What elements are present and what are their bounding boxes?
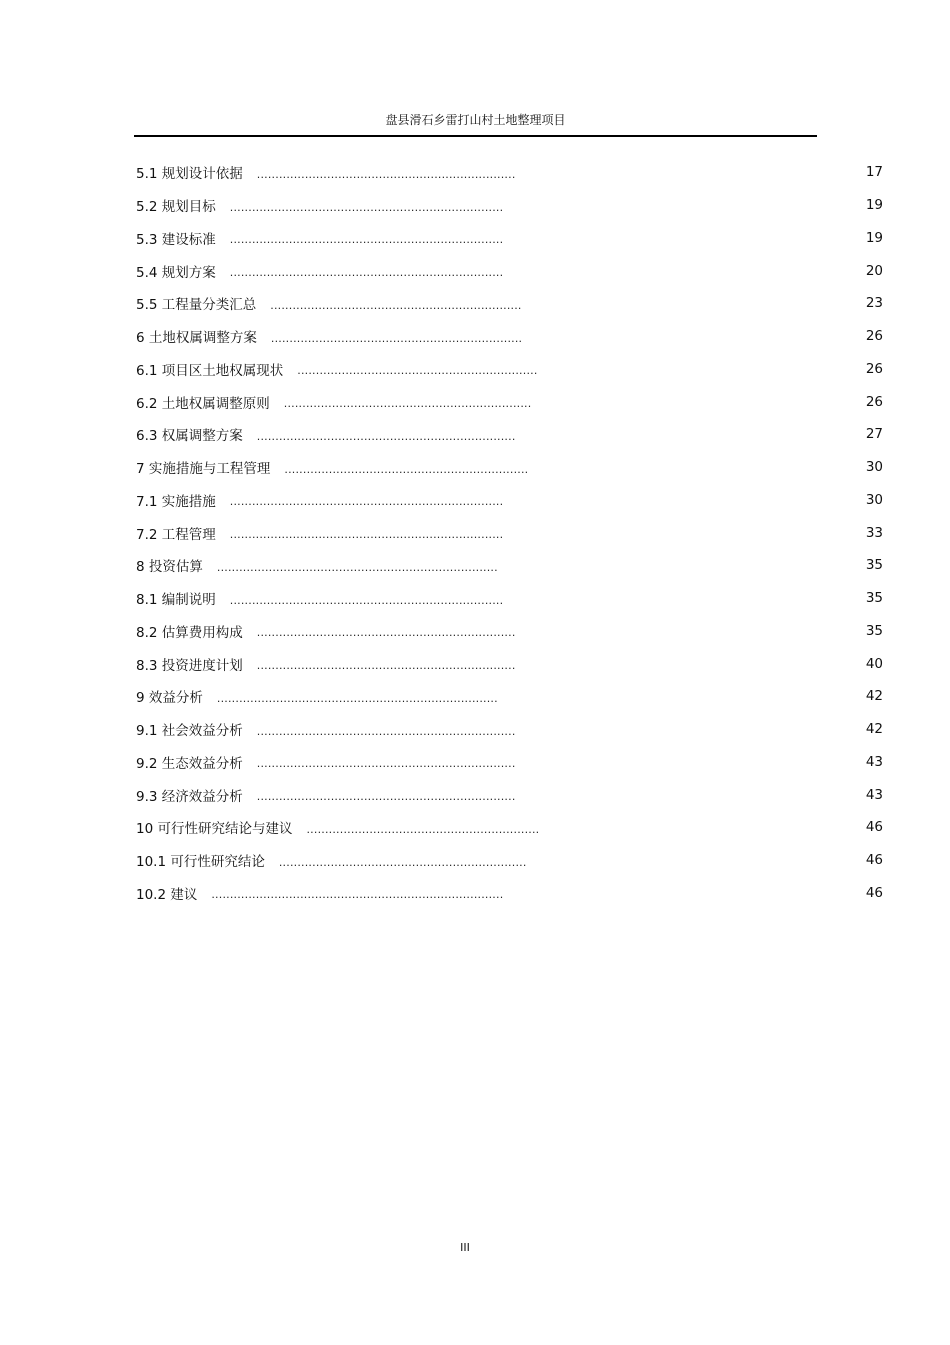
toc-entry-title: 9.2 生态效益分析 — [136, 755, 243, 772]
toc-entry-title: 10.2 建议 — [136, 886, 198, 903]
toc-leader-dots: .......................................................................... — [229, 200, 504, 214]
toc-entry[interactable] — [136, 353, 883, 386]
toc-entry-page-number: 20 — [865, 262, 883, 279]
toc-entry-page-number: 35 — [865, 590, 883, 607]
toc-leader-dots: .................................................................... — [270, 331, 523, 345]
toc-entry[interactable] — [136, 647, 883, 680]
toc-leader-dots: ................................................................... — [283, 397, 532, 411]
toc-entry-page-number: 26 — [865, 360, 883, 377]
toc-leader-dots: ...................................................................... — [256, 167, 516, 181]
toc-entry-page-number: 23 — [865, 295, 883, 312]
toc-entry-page-number: 46 — [865, 884, 883, 901]
toc-entry[interactable] — [136, 615, 883, 648]
toc-leader-dots: ...................................................................... — [256, 626, 516, 640]
toc-entry[interactable] — [136, 877, 883, 910]
toc-entry-title: 8 投资估算 — [136, 559, 203, 576]
toc-entry[interactable] — [136, 713, 883, 746]
table-of-contents — [136, 156, 883, 909]
toc-entry-title: 7 实施措施与工程管理 — [136, 461, 271, 478]
toc-entry-page-number: 43 — [865, 753, 883, 770]
toc-entry-page-number: 46 — [865, 819, 883, 836]
toc-leader-dots: ................................................................... — [278, 855, 527, 869]
toc-entry-title: 8.2 估算费用构成 — [136, 624, 243, 641]
toc-entry-title: 5.4 规划方案 — [136, 264, 216, 281]
toc-entry-title: 10 可行性研究结论与建议 — [136, 821, 293, 838]
toc-entry[interactable] — [136, 254, 883, 287]
toc-entry-page-number: 42 — [865, 688, 883, 705]
toc-entry[interactable] — [136, 451, 883, 484]
toc-entry-title: 10.1 可行性研究结论 — [136, 854, 265, 871]
toc-entry[interactable] — [136, 582, 883, 615]
toc-leader-dots: ............................................................................... — [211, 888, 504, 902]
toc-leader-dots: .......................................................................... — [229, 266, 504, 280]
toc-leader-dots: ............................................................................ — [216, 560, 498, 574]
toc-entry[interactable] — [136, 549, 883, 582]
toc-entry[interactable] — [136, 156, 883, 189]
toc-entry-title: 6.3 权属调整方案 — [136, 428, 243, 445]
toc-entry-title: 9.3 经济效益分析 — [136, 788, 243, 805]
toc-entry-title: 8.1 编制说明 — [136, 592, 216, 609]
toc-entry[interactable] — [136, 844, 883, 877]
toc-entry[interactable] — [136, 320, 883, 353]
toc-entry-page-number: 30 — [865, 491, 883, 508]
toc-leader-dots: ...................................................................... — [256, 429, 516, 443]
toc-entry-title: 5.3 建设标准 — [136, 231, 216, 248]
toc-entry-page-number: 27 — [865, 426, 883, 443]
toc-leader-dots: ...................................................................... — [256, 659, 516, 673]
page-number: III — [460, 1241, 470, 1254]
toc-entry[interactable] — [136, 418, 883, 451]
page-header: 盘县滑石乡雷打山村土地整理项目 — [385, 113, 566, 127]
toc-leader-dots: ................................................................. — [297, 364, 538, 378]
toc-entry[interactable] — [136, 778, 883, 811]
toc-entry-title: 5.2 规划目标 — [136, 199, 216, 216]
toc-entry-title: 6 土地权属调整方案 — [136, 330, 257, 347]
toc-leader-dots: ...................................................................... — [256, 790, 516, 804]
toc-leader-dots: ...................................................................... — [256, 757, 516, 771]
toc-entry-title: 7.2 工程管理 — [136, 526, 216, 543]
toc-entry-page-number: 30 — [865, 459, 883, 476]
toc-entry-page-number: 19 — [865, 197, 883, 214]
toc-entry[interactable] — [136, 287, 883, 320]
toc-entry-page-number: 43 — [865, 786, 883, 803]
toc-entry-title: 9.1 社会效益分析 — [136, 723, 243, 740]
toc-entry[interactable] — [136, 746, 883, 779]
toc-leader-dots: .................................................................... — [270, 298, 522, 312]
toc-entry[interactable] — [136, 484, 883, 517]
toc-entry-title: 6.2 土地权属调整原则 — [136, 395, 270, 412]
toc-entry-page-number: 26 — [865, 328, 883, 345]
toc-entry[interactable] — [136, 189, 883, 222]
toc-leader-dots: .......................................................................... — [229, 233, 504, 247]
toc-leader-dots: ............................................................................ — [216, 691, 498, 705]
toc-entry-title: 9 效益分析 — [136, 690, 203, 707]
toc-leader-dots: .................................................................. — [284, 462, 529, 476]
toc-entry-page-number: 17 — [865, 164, 883, 181]
toc-entry[interactable] — [136, 680, 883, 713]
toc-entry-page-number: 35 — [865, 622, 883, 639]
toc-leader-dots: .......................................................................... — [229, 528, 504, 542]
toc-entry-title: 6.1 项目区土地权属现状 — [136, 362, 284, 379]
toc-leader-dots: ...................................................................... — [256, 724, 516, 738]
toc-entry[interactable] — [136, 385, 883, 418]
toc-entry-title: 5.5 工程量分类汇总 — [136, 297, 257, 314]
toc-entry-title: 7.1 实施措施 — [136, 493, 216, 510]
toc-entry-page-number: 19 — [865, 229, 883, 246]
toc-entry[interactable] — [136, 811, 883, 844]
toc-leader-dots: ............................................................... — [306, 822, 540, 836]
toc-entry-page-number: 42 — [865, 721, 883, 738]
toc-entry[interactable] — [136, 516, 883, 549]
toc-entry-page-number: 26 — [865, 393, 883, 410]
toc-entry-page-number: 40 — [865, 655, 883, 672]
toc-entry-page-number: 46 — [865, 852, 883, 869]
toc-entry-page-number: 35 — [865, 557, 883, 574]
toc-leader-dots: .......................................................................... — [229, 593, 504, 607]
toc-entry-title: 5.1 规划设计依据 — [136, 166, 243, 183]
header-divider — [134, 135, 817, 137]
toc-entry[interactable] — [136, 222, 883, 255]
toc-leader-dots: .......................................................................... — [229, 495, 504, 509]
toc-entry-title: 8.3 投资进度计划 — [136, 657, 243, 674]
toc-entry-page-number: 33 — [865, 524, 883, 541]
